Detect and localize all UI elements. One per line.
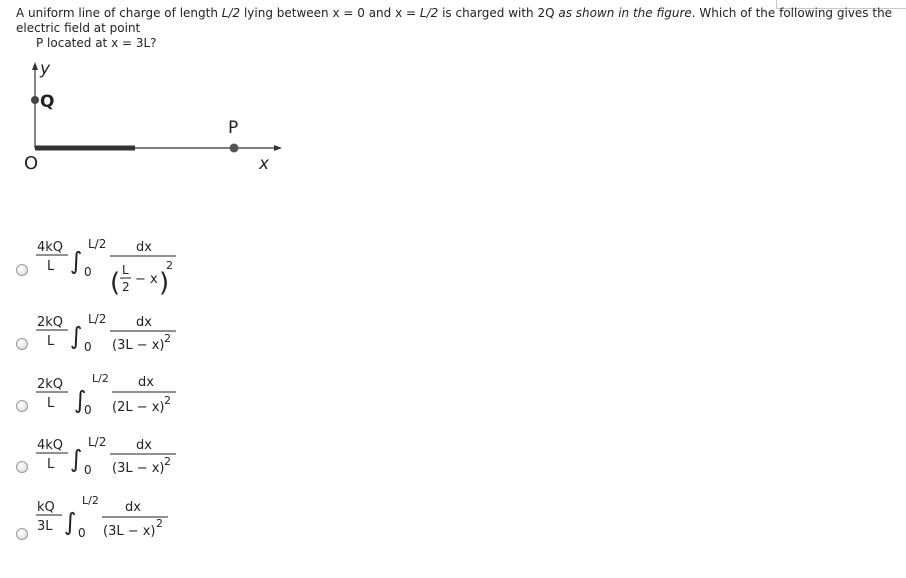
q-text-e: is charged with 2Q — [438, 6, 559, 20]
integrand-denominator: (3L − x) — [112, 338, 165, 353]
answer-option-2[interactable] — [12, 308, 272, 378]
integrand-numerator: dx — [125, 500, 141, 515]
power: 2 — [156, 517, 163, 530]
answer-option-5[interactable] — [12, 490, 272, 560]
upper-limit: L/2 — [92, 372, 109, 385]
power: 2 — [164, 455, 171, 468]
coef-denominator: L — [47, 396, 55, 411]
integrand-numerator: dx — [138, 375, 154, 390]
p-label: P — [228, 118, 239, 138]
q-text-f: as shown in the figure — [558, 6, 692, 20]
x-axis-arrow — [274, 145, 282, 151]
upper-limit: L/2 — [88, 435, 107, 449]
power: 2 — [164, 394, 171, 407]
answer-option-1[interactable] — [12, 232, 272, 302]
lower-limit: 0 — [84, 403, 92, 417]
q-label: Q — [40, 92, 55, 112]
charge-figure — [0, 50, 300, 180]
q-dot — [31, 96, 39, 104]
q-text-b: L/2 — [221, 6, 241, 20]
p-dot — [230, 144, 239, 153]
option-1-formula — [12, 232, 272, 302]
integrand-numerator: dx — [136, 438, 152, 453]
integral-sign: ∫ — [74, 386, 87, 414]
integral-sign: ∫ — [70, 247, 83, 275]
upper-limit: L/2 — [88, 237, 107, 251]
coef-numerator: kQ — [37, 500, 55, 515]
lower-limit: 0 — [84, 340, 92, 354]
upper-limit: L/2 — [82, 494, 99, 507]
den-frac-numerator: L — [122, 263, 129, 277]
integrand-numerator: dx — [136, 315, 152, 330]
q-text-d: L/2 — [419, 6, 439, 20]
power: 2 — [166, 259, 173, 272]
coef-numerator: 4kQ — [37, 438, 64, 453]
q-text-line2: P located at x = 3L? — [36, 36, 157, 50]
den-rest: − x — [135, 272, 158, 287]
left-paren: ( — [110, 268, 121, 298]
x-label: x — [259, 154, 270, 174]
y-axis-arrow — [32, 62, 38, 70]
charged-rod — [35, 146, 135, 151]
q-text-c: lying between x = 0 and x = — [240, 6, 420, 20]
q-text-g: . Which of the following gives the electric field at point — [16, 6, 893, 35]
integral-sign: ∫ — [70, 445, 83, 473]
lower-limit: 0 — [78, 526, 86, 540]
option-2-formula — [12, 308, 272, 378]
power: 2 — [164, 332, 171, 345]
integral-sign: ∫ — [64, 508, 77, 536]
coef-numerator: 4kQ — [37, 240, 64, 255]
q-text-a: A uniform line of charge of length — [16, 6, 222, 20]
coef-denominator: L — [47, 457, 55, 472]
right-paren: ) — [159, 268, 170, 298]
lower-limit: 0 — [84, 265, 92, 279]
coef-numerator: 2kQ — [37, 315, 64, 330]
option-5-formula — [12, 490, 272, 560]
integrand-denominator: (3L − x) — [103, 524, 156, 539]
upper-limit: L/2 — [88, 312, 107, 326]
integral-sign: ∫ — [70, 322, 83, 350]
integrand-numerator: dx — [136, 240, 152, 255]
coef-numerator: 2kQ — [37, 377, 64, 392]
coef-denominator: L — [47, 334, 55, 349]
den-frac-denominator: 2 — [122, 280, 130, 294]
coef-denominator: L — [47, 259, 55, 274]
question-text — [16, 6, 896, 51]
integrand-denominator: (3L − x) — [112, 461, 165, 476]
integrand-denominator: (2L − x) — [112, 400, 165, 415]
lower-limit: 0 — [84, 463, 92, 477]
coef-denominator: 3L — [37, 519, 53, 534]
y-label: y — [40, 59, 51, 79]
origin-label: O — [24, 153, 39, 174]
